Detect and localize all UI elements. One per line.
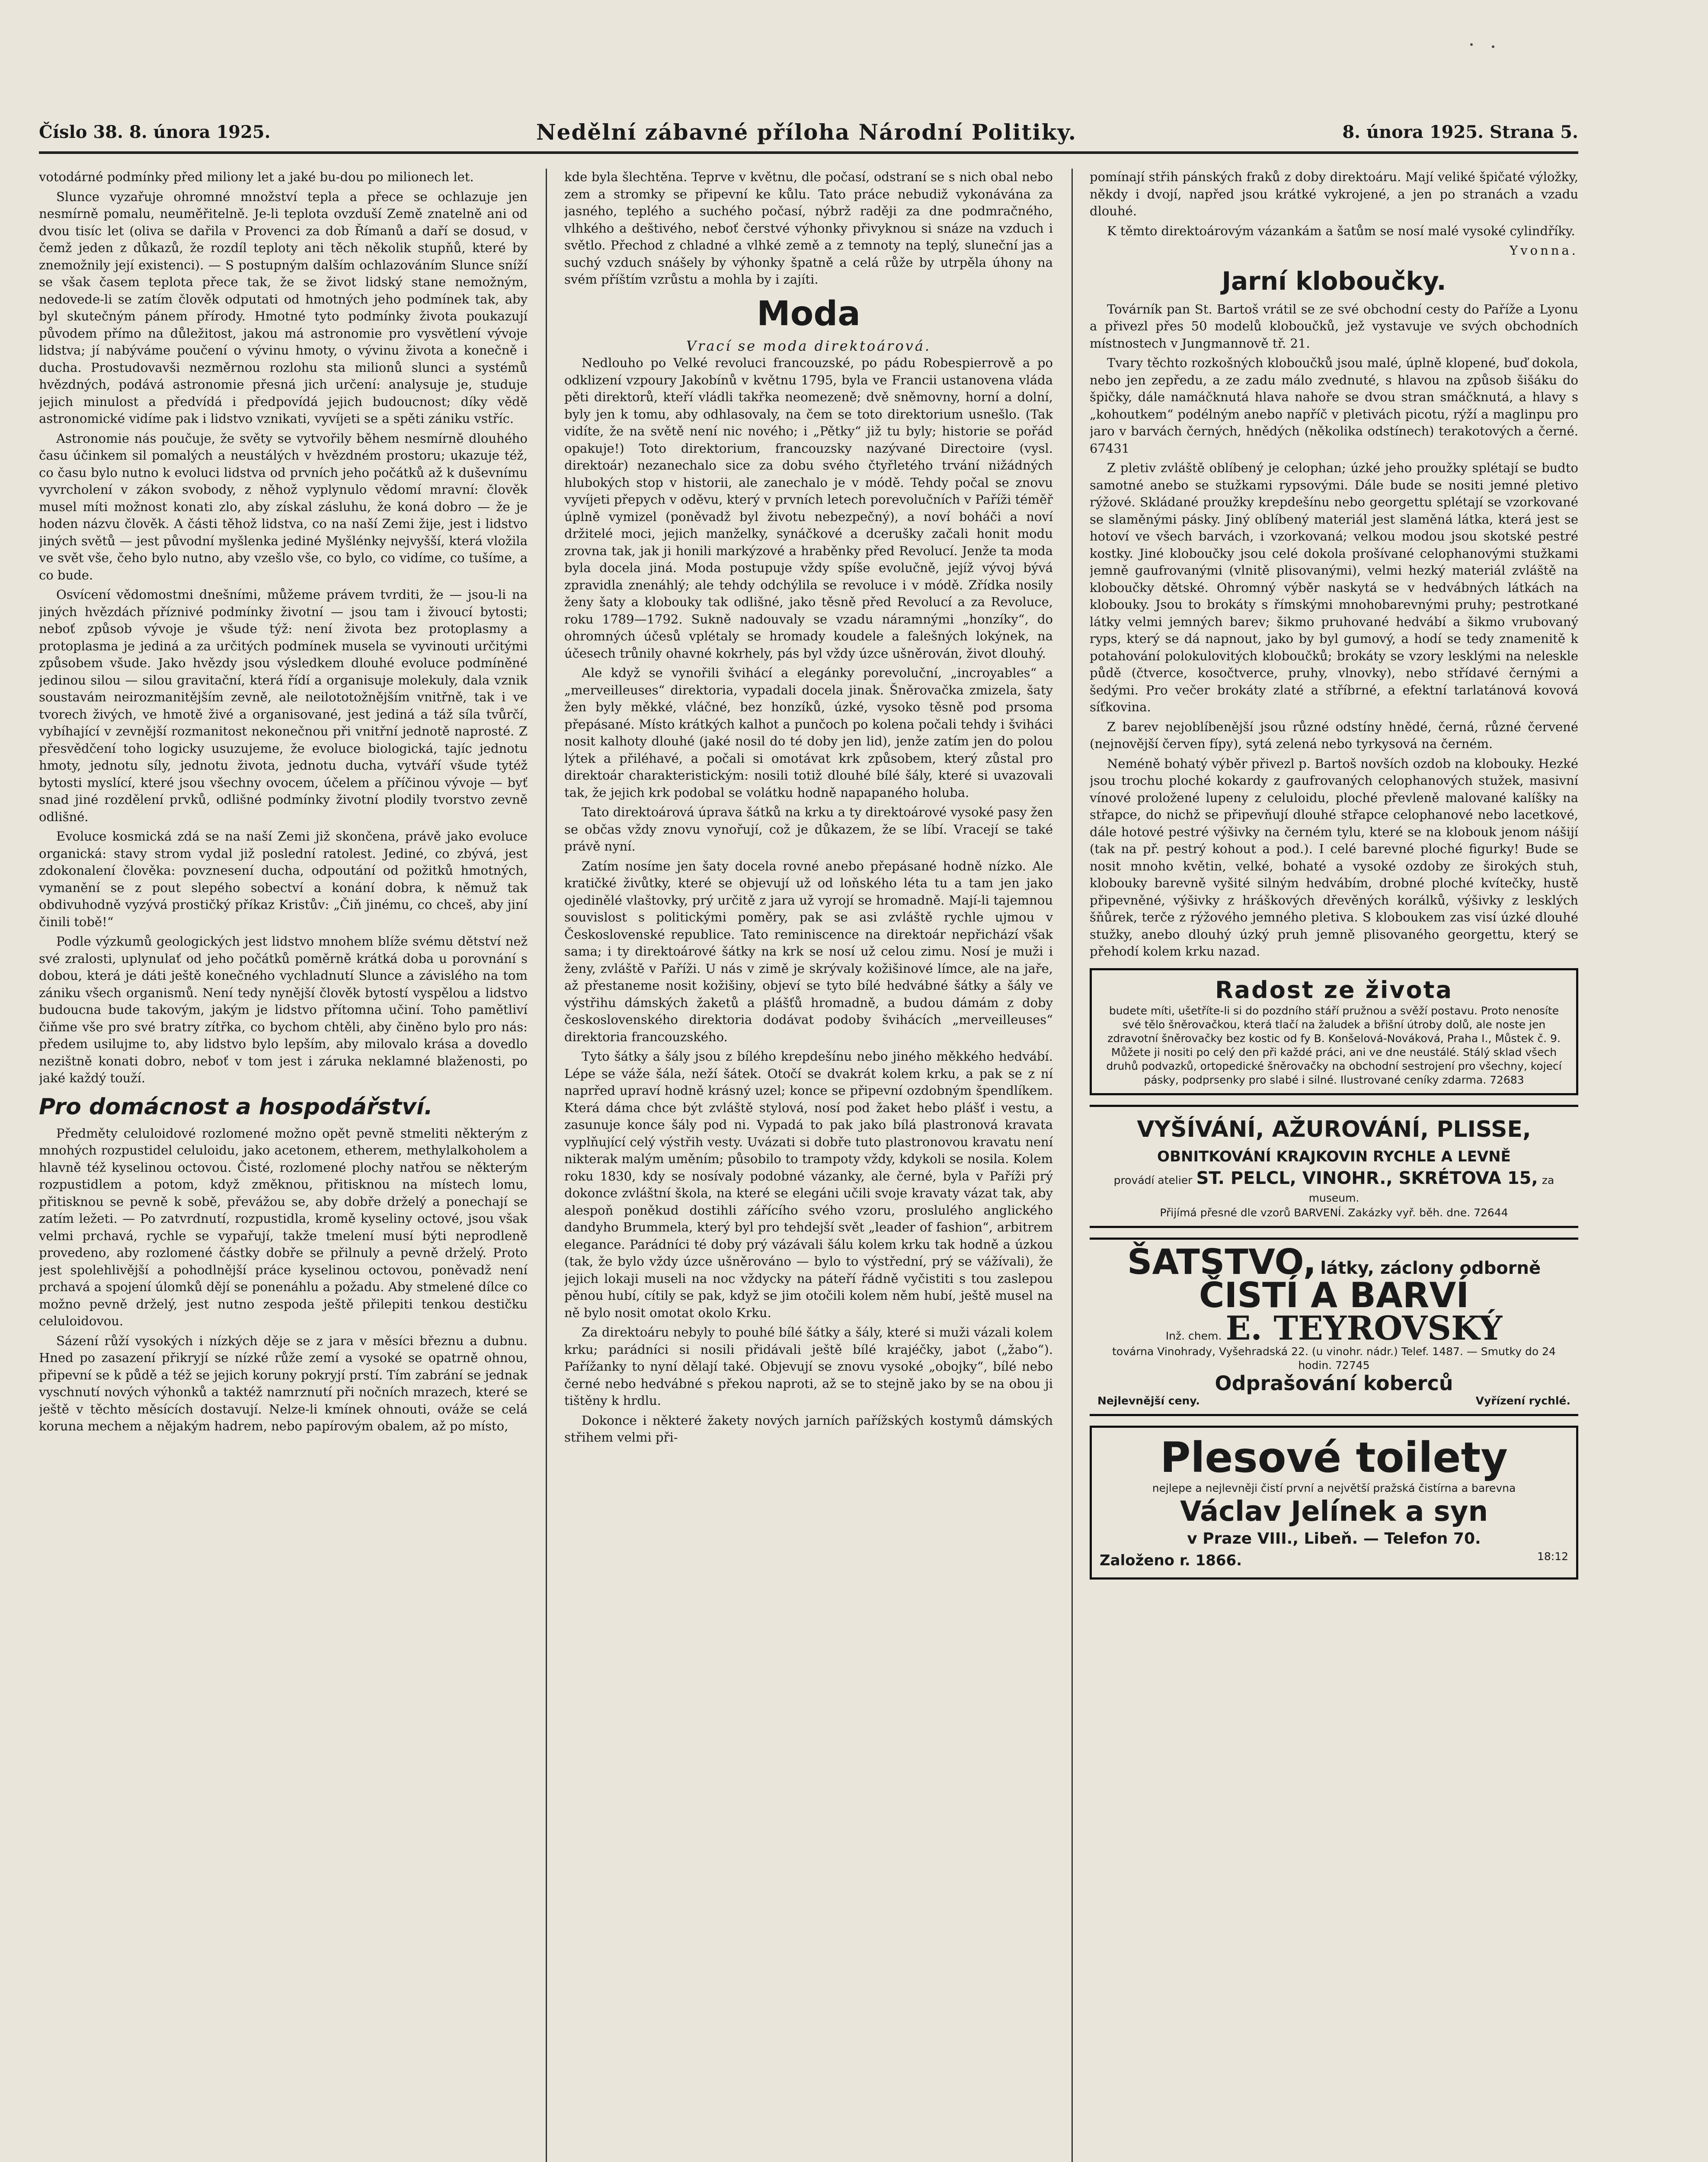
paragraph: Evoluce kosmická zdá se na naší Zemi již skončena, právě jako evoluce organická: stavy strom vydal již poslední ratolest. Jediné, co zbývá, jest zdokonalení člověka: povznesení ducha, odpoutání od požitků hmotných, vymanění se z pout slepého sobectví a konání dobra, k němuž tak obdivuhodně vyzývá prostičký příkaz Kristův: „Čiň jinému, co chceš, aby jiní činili tobě!“ [39,829,528,929]
ad-plesove [1090,1426,1578,1580]
paragraph: kde byla šlechtěna. Teprve v květnu, dle počasí, odstraní se s nich obal nebo zem a stromky se připevní ke kůlu. Tato práce nebudiž vykonávána za jasného, teplého a suchého počasí, nýbrž raději za dne podmračného, vlhkého a deštivého, neboť čerstvé výhonky přivyknou si snáze na vzduch i světlo. Přechod z chladné a vlhké země a z temnoty na teplý, sluneční jas a suchý vzduch snášely by výhonky špatně a celá růže by utrpěla úhony na svém příštím vzrůstu a mohla by i zajíti. [564,170,1053,287]
paragraph: pomínají střih pánských fraků z doby direktoáru. Mají veliké špičaté výložky, někdy i dvojí, napřed jsou krátké vykrojené, a jen po stranách a vzadu dlouhé. [1090,170,1578,218]
ad-vysivani [1090,1105,1578,1228]
heading-kloboucky: Jarní kloboučky. [1222,266,1446,296]
ad-title: ČISTÍ A BARVÍ [1199,1275,1469,1315]
paragraph: Ale když se vynořili švihácí a elegánky porevoluční, „incroyables“ a „merveilleuses“ direktoria, vypadali docela jinak. Šněrovačka zmizela, šaty žen byly měkké, vláčné, bez honzíků, úzké, vysoko těsně pod prsoma přepásané. Místo krátkých kalhot a punčoch po kolena počali tehdy i šviháci nosit kalhoty dlouhé (jaké nosil do té doby jen lid), jenže zatím jen do polou lýtek a přiléhavé, a počali si omotávat krk způsobem, který zůstal pro direktoár charakteristickým: nosili totiž dlouhé bílé šály, které si uvazovali tak, že jejich krk podobal se volátku hodně napapaného holuba. [564,665,1053,800]
newspaper-page [39,26,1578,2162]
paragraph: Za direktoáru nebyly to pouhé bílé šátky a šály, které si muži vázali kolem krku; parádníci si nosili přidávali ještě bílé krajéčky, jabot („žabo“). Pařížanky to nyní dělají také. Objevují se znovu vysoké „obojky“, bílé nebo černé nebo hedvábné s překou naproti, až se to stejně jako by se na obou ji tištěny k hrdlu. [564,1325,1053,1408]
ad-subtitle: OBNITKOVÁNÍ KRAJKOVIN RYCHLE A LEVNĚ [1157,1148,1511,1165]
advertisements [1090,968,1578,1580]
column-3 [1090,169,1578,2162]
masthead [39,112,1578,154]
ad-firm: Václav Jelínek a syn [1180,1496,1488,1528]
ad-satstvo [1090,1238,1578,1416]
paragraph: Z pletiv zvláště oblíbený je celophan; úzké jeho proužky splétají se budto samotné anebo se stužkami rypsovými. Dále bude se nositi jemné pletivo rýžové. Skládané proužky krepdešínu nebo georgettu splétají se vzorkované se slaměnými pásky. Jiný oblíbený materiál jest slaměná látka, která jest se hotoví ve všech barvách, i vzorkovaná; velkou modou jsou skotské pestré kostky. Jiné kloboučky jsou celé dokola prošívané celophanovými stužkami jemně gaufrovanými (vlnitě plisovanými), velmi hezký materiál zvláště na kloboučky dětské. Ohromný výběr naskytá se v hedvábných látkách na klobouky. Jsou to brokáty s římskými mnohobarevnými pruhy; pestrotkané látky velmi jemných barev; šikmo pruhované hedvábí a šikmo vrubovaný ryps, který se dá napnout, jako by byl gumový, a hodí se tedy znamenitě k potahování polokulovitých kloboučků; brokáty se vzory lesklými na neleskle půdě (čtverce, kosočtverce, pruhy, vlnovky), nebo střídavé černými a šedými. Pro večer brokáty zlaté a stříbrné, a efektní tarlatánová kovová síťkovina. [1090,461,1578,714]
paragraph: Továrník pan St. Bartoš vrátil se ze své obchodní cesty do Paříže a Lyonu a přivezl přes 50 modelů kloboučků, jež vystavuje ve svých obchodních místnostech v Jungmannově tř. 21. [1090,301,1578,351]
author-signature: Yvonna. [1510,243,1578,258]
paragraph: Neméně bohatý výběr přivezl p. Bartoš novších ozdob na klobouky. Hezké jsou trochu ploché kokardy z gaufrovaných celophanových stužek, masivní vínové proložené lupeny z celuloidu, ploché převleně malované kalíšky na střapce, do nichž se připevňují dlouhé střapce celophanové nebo lacetkové, dále hotové pestré výšivky na černém tylu, které se na klobouk jenom nášijí (tak na př. pestrý kohout a pod.). I celé barevné ploché figurky! Bude se nosit mnoho květin, velké, bohaté a vysoké ozdoby ze širokých stuh, klobouky barevně vyšité silným hedvábím, drobné ploché kvítečky, hustě připevněné, výšivky z hráškových dřevěných korálků, výšivky z lesklých šňůrek, terče z rýžového jemného pletiva. S kloboukem zas visí úzké dlouhé stužky, anebo dlouhý úzký pruh jemně plisovaného georgettu, který se přehodí kolem krku nazad. [1090,756,1578,959]
ad-text: Přijímá přesné dle vzorů BARVENÍ. Zakázky vyř. běh. dne. 72644 [1160,1206,1508,1219]
ad-text: Založeno r. 1866. [1100,1552,1242,1569]
ad-title: VYŠÍVÁNÍ, AŽUROVÁNÍ, PLISSE, [1137,1116,1531,1142]
ad-firm: ST. PELCL, VINOHR., SKRÉTOVA 15, [1196,1168,1538,1188]
paragraph: Předměty celuloidové rozlomené možno opět pevně stmeliti některým z mnohých rozpustidel celuloidu, jako acetonem, etherem, methylalkoholem a hlavně též kyselinou octovou. Čisté, rozlomené plochy natřou se některým rozpustidlem a potom, když změknou, přitisknou na místech lomu, přitisknou se pevně k sobě, převážou se, aby dobře drželý a ponechají se zatím ležeti. — Po zatvrdnutí, rozpustidla, kromě kyseliny octové, jsou však velmi prchavá, rychle se vypařují, takže tmelení musí býti neprodleně provedeno, aby rozlomené částky dobře se přilnuly a pevně drželý. Proto jest spolehlivější a pohodlnější práce kyselinou octovou, poněvadž není prchavá a spojení úlomků dějí se ponenáhlu a požadu. Aby stmelené dílce co možno pevně drželý, jest nutno zespoda ještě přilepiti tenkou destičku celuloidovou. [39,1126,528,1328]
column-rule [546,169,547,2162]
ad-radost [1090,968,1578,1095]
column-rule [1071,169,1073,2162]
ad-title: Radost ze života [1215,976,1453,1004]
ad-title: Plesové toilety [1160,1433,1508,1482]
ad-text: budete míti, ušetříte-li si do pozdního stáří pružnou a svěží postavu. Proto nenosíte své tělo šněrovačkou, která tlačí na žaludek a břišní útroby dolů, ale noste jen zdravotní šněrovačky bez kostic od fy B. Konšelová-Nováková, Praha I., Můstek č. 9. Můžete ji nositi po celý den při každé práci, ani ve dne neustálé. Stálý sklad všech druhů podvazků, ortopedické šněrovačky na obchodní sestrojení pro všechny, kojecí pásky, podprsenky pro slabé i silné. Ilustrované ceníky zdarma. 72683 [1106,1004,1562,1086]
ad-text: 18:12 [1537,1550,1568,1563]
ad-text: továrna Vinohrady, Vyšehradská 22. (u vinohr. nádr.) Telef. 1487. — Smutky do 24 hodin. 72745 [1112,1345,1556,1372]
heading-moda: Moda [757,294,860,333]
heading-household: Pro domácnost a hospodářství. [39,1094,433,1120]
paragraph: Nedlouho po Velké revoluci francouzské, po pádu Robespierrově a po odklizení vzpoury Jakobínů v květnu 1795, byla ve Francii ustanovena vláda pěti direktorů, kteří vládli takřka neomezeně; dvě sněmovny, horní a dolní, byly jen k tomu, aby odhlasovaly, na čem se toto direktorium usnešlo. (Tak vidíte, že na světě není nic nového; i „Pětky“ již tu byly; historie se pořád opakuje!) Toto direktorium, francouzsky nazývané Directoire (vysl. direktoár) nezanechalo sice za dobu svého čtyřletého trvání nižádných hlubokých stop v historii, ale zanechalo je v módě. Tehdy počal se znovu vyvíjeti přepych v oděvu, který v prvních letech porevolučních v Paříži téměř úplně vymizel (poněvadž byl životu nebezpečný), a noví boháči a noví držitelé moci, jejich manželky, synáčkové a dcerušky začali honit modu zrovna tak, jak ji honili markýzové a hraběnky před Revolucí. Jenže ta moda byla docela jiná. Moda postupuje vždy spíše evolučně, jejíž vývoj bývá zpravidla znenáhlý; ale tehdy odchýlila se revoluce i v módě. Zřídka nosily ženy šaty a klobouky tak odlišné, jako těsně před Revolucí a za Revoluce, roku 1789—1792. Sukně nadouvaly se vzadu náramnými „honzíky“, do ohromných účesů vplétaly se hromady koudele a falešných lokýnek, na účesech trůnily ohavné kokrhely, pás byl vždy úzce ušněrován, život dlouhý. [564,355,1053,661]
paragraph: Z barev nejoblíbenější jsou různé odstíny hnědé, černá, různé červené (nejnovější červen fípy), sytá zelená nebo tyrkysová na černém. [1090,719,1578,751]
ad-text: Vyřízení rychlé. [1475,1394,1570,1407]
paragraph: Podle výzkumů geologických jest lidstvo mnohem blíže svému dětství než své zralosti, uplynulať od jeho počátků poměrně krátká doba u porovnání s dobou, která je dáti ještě konečného vychladnutí Slunce a závislého na tom zániku všech organismů. Není tedy nynější člověk bytostí vyspělou a lidstvo budoucna bude takovým, jakým je lidstvo přítomna učiní. Toho pamětliví čiňme vše pro své bratry zítřka, co bychom chtěli, aby činěno bylo pro nás: předem usilujme to, aby lidstvo bylo lepším, aby milovalo krása a dovedlo nezištně konati dobro, neboť v tom jest i záruka neklamné blaženosti, po jaké každý touží. [39,934,528,1085]
paragraph: Slunce vyzařuje ohromné množství tepla a přece se ochlazuje jen nesmírně pomalu, neuměřitelně. Je-li teplota ovzduší Země znatelně ani od dvou tisíc let (oliva se dařila v Provenci za dob Římanů a daří se dosud, v čemž jeden z důkazů, že rozdíl teploty ani těch několik stupňů, které by znemožnily její existenci). — S postupným dalším ochlazováním Slunce sníží se však časem teplota přece tak, že se život lidský stane nemožným, nedovede-li se zatím člověk odputati od hmotných jeho podmínek tak, aby byl skutečným pánem přírody. Hmotné tyto podmínky života poukazují původem přímo na důležitost, jakou má astronomie pro vysvětlení vývoje lidstva; jí nabýváme poučení o vývinu hmoty, o vývinu života a konečně i ducha. Prostudovavši nezměrnou rozlohu sta milionů slunci a systémů hvězdných, podává astronomie přesná jich určení: analysuje je, studuje jejich minulost a předvídá i předpovídá jejich budoucnost; díky vědě astronomické vidíme pak i lidstvo vznikati, vyvíjeti se a spěti zániku vstříc. [39,189,528,426]
ad-text: za museum. [1308,1174,1554,1204]
column-2 [564,169,1053,2162]
paragraph: Tato direktoárová úprava šátků na krku a ty direktoárové vysoké pasy žen se občas vždy znovu vynořují, což je důkazem, že se líbí. Vracejí se také právě nyní. [564,805,1053,854]
paragraph: votodárné podmínky před miliony let a jaké bu-dou po milionech let. [39,170,474,184]
issue-number: Číslo 38. 8. února 1925. [39,122,271,142]
page-number: 8. února 1925. Strana 5. [1342,122,1578,142]
subheading: Vrací se moda direktoárová. [686,337,931,354]
ad-text: v Praze VIII., Libeň. — Telefon 70. [1187,1530,1481,1548]
ad-firm: E. TEYROVSKÝ [1225,1309,1503,1347]
ad-title: Odprašování koberců [1215,1372,1453,1395]
ad-subtitle: látky, záclony odborně [1320,1258,1541,1278]
paragraph: Zatím nosíme jen šaty docela rovné anebo přepásané hodně nízko. Ale kratičké živůtky, které se objevují už od loňského léta tu a tam jen jako ojedinělé vlaštovky, prý určitě z jara už vyrojí se hromadně. Mají-li tajemnou souvislost s politickými poměry, pak se asi zvláště rychle ujmou v Československé republice. Tato reminiscence na direktoár nepřichází však sama; i ty direktoárové šátky na krk se nosí už celou zimu. Nosí je muži i ženy, zvláště v Paříži. U nás v zimě je skrývaly kožišinové límce, ale na jaře, až přestaneme nosit kožišiny, objeví se tyto bílé hedvábné šátky a šály ve výstřihu dámských žaketů a plášťů hromadně, a budou dámám z doby československého direktoria dodávat podoby švihácích „merveilleuses“ direktoria francouzského. [564,858,1053,1044]
ad-text: provádí atelier [1113,1174,1193,1187]
paragraph: Astronomie nás poučuje, že světy se vytvořily během nesmírně dlouhého času účinkem sil pomalých a neustálých v hvězdném prostoru; ukazuje též, co času bylo nutno k evoluci lidstva od prvních jeho počátků až k duševnímu vyvrcholení v zákon svobody, z něhož vyplynulo vědomí mravní: člověk musel míti možnost konati zlo, aby získal zásluhu, že koná dobro — že je hoden názvu člověk. A části těhož lidstva, co na naší Zemi žije, jest i lidstvo jiných světů — jest původní myšlenka jediné Myšlénky nejvyšší, která vložila ve svět vše, čeho bylo nutno, aby vzešlo vše, co bylo, co vidíme, co tušíme, a co bude. [39,431,528,582]
paragraph: Sázení růží vysokých i nízkých děje se z jara v měsíci březnu a dubnu. Hned po zasazení přikryjí se nízké růže zemí a vysoké se opatrně ohnou, připevní se k půdě a též se jejich koruny pokryjí prstí. Tím zabrání se jednak vyschnutí nových výhonků a taktéž namrznutí při nočních mrazech, které se ještě v těchto měsících dostavují. Nelze-li kmínek ohnouti, ováže se celá koruna mechem a nějakým hadrem, nebo papírovým obalem, až po místo, [39,1333,528,1433]
column-1 [39,169,528,2162]
paragraph: Tyto šátky a šály jsou z bílého krepdešínu nebo jiného měkkého hedvábí. Lépe se váže šála, neží šátek. Otočí se dvakrát kolem krku, a pak se z ní naprřed upraví hodně krásný uzel; konce se připevní ozdobným špendlíkem. Která dáma chce být zvláště stylová, nosí pod žaket hebo plášť i vestu, a zasunuje konce šály pod ni. Vypadá to pak jako bílá plastronová kravata vyplňující celý výstřih vesty. Uvázati si dobře tuto plastronovou kravatu není nikterak malým uměním; působilo to trampoty vždy, kdykoli se nosila. Kolem roku 1830, kdy se nosívaly podobné vázanky, ale černé, byla v Paříži prý dokonce zvláštní škola, na které se elegáni učili svoje kravaty vázat tak, aby alespoň poněkud dostihli zářícího svého vzoru, proslulého anglického dandyho Brummela, který byl pro tehdejší svět „leader of fashion“, arbitrem elegance. Parádníci té doby prý vázávali šálu kolem krku tak hodně a úzkou (tak, že bylo vždy úzce ušněrováno — bylo to výstřední, prý se vážívali), že jejich lokaji museli na noc vždycky na páteří řádně vyčistiti s tou zaslepou pěnou hubí, cítily se pak, když se jim otočili kolem něm hubí, ještě musel na ně bylo nosit omotat okolo Krku. [564,1049,1053,1320]
ad-text: Nejlevnější ceny. [1097,1394,1200,1407]
paragraph: K těmto direktoárovým vázankám a šatům se nosí malé vysoké cylindříky. [1107,223,1575,238]
ad-text: nejlepe a nejlevněji čistí první a největší pražská čistírna a barevna [1152,1482,1516,1494]
paragraph: Osvícení vědomostmi dnešními, můžeme právem tvrditi, že — jsou-li na jiných hvězdách příznivé podmínky životní — jsou tam i živoucí bytosti; neboť způsob vývoje je všude týž: není života bez protoplasmy a protoplasma je jediná a za určitých podmínek musela se vyvinouti určitými způsobem všude. Jako hvězdy jsou výsledkem dlouhé evoluce podmíněné jedinou silou — silou gravitační, která řídí a organisuje molekuly, dala vznik soustavám neirozmanitějším zevně, ale neilototožnějším vnitřně, tak i ve tvorech živých, ve hmotě živé a organisované, jest jediná a táž síla tvůrčí, vybíhající v zevnější rozmanitost nekonečnou při vnitřní jednotě naprosté. Z přesvědčení toho logicky usuzujeme, že evoluce biologická, tajíc jednotu hmoty, jednotu síly, jednotu života, jednotu ducha, vytváří všude tytéž bytosti myslící, které jsou všechny ovocem, účelem a příčinou vývoje — byť snad jiné rozdělení prvků, odlišné podmínky životní plodily tvorstvo zevně odlišné. [39,587,528,824]
ad-text: Inž. chem. [1165,1330,1222,1342]
ad-title: ŠATSTVO, [1127,1242,1317,1282]
paragraph: Dokonce i některé žakety nových jarních pařížských kostymů dámských střihem velmi při- [564,1413,1053,1445]
paragraph: Tvary těchto rozkošných kloboučků jsou malé, úplně klopené, buď dokola, nebo jen zepředu, a ze zadu málo zvednuté, s hlavou na způsob šišáku do špičky, dále namáčknutá hlava nahoře se dvou stran smáčknutá, a hlavy s „kohoutkem“ podélným anebo napříč v pletivách picotu, rýží a maglinpu pro jaro v barvách černých, hnědých (několika odstínech) terakotových a černé. 67431 [1090,355,1578,456]
publication-title: Nedělní zábavné příloha Národní Politiky. [536,119,1077,145]
